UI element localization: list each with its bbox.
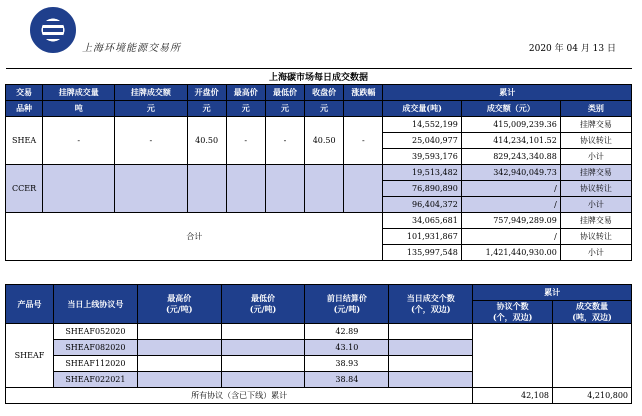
table-cell: - bbox=[226, 117, 265, 165]
col-header: 品种 bbox=[6, 101, 43, 117]
prev-settle-price: 38.93 bbox=[305, 356, 389, 372]
table-cell: - bbox=[43, 117, 115, 165]
table-cell bbox=[115, 165, 187, 213]
header-line: 成交数量 bbox=[576, 301, 609, 311]
daily-trading-table bbox=[5, 68, 632, 261]
table-cell bbox=[137, 340, 221, 356]
total-count: 42,108 bbox=[473, 388, 553, 404]
table-cell: - bbox=[265, 117, 304, 165]
table-cell bbox=[221, 356, 305, 372]
col-header: 累计 bbox=[473, 285, 632, 301]
col-header: 挂牌成交额 bbox=[115, 85, 187, 101]
cum-volume: 25,040,977 bbox=[383, 133, 461, 149]
table-cell: - bbox=[115, 117, 187, 165]
col-header: 成交额（元） bbox=[461, 101, 560, 117]
prev-settle-price: 38.84 bbox=[305, 372, 389, 388]
header-unit: (元/吨) bbox=[249, 304, 277, 314]
header-unit: (个，双边) bbox=[492, 312, 533, 322]
col-header: 开盘价 bbox=[187, 85, 226, 101]
table-cell bbox=[221, 324, 305, 340]
exchange-name: 上海环境能源交易所 bbox=[82, 43, 181, 54]
agreement-code: SHEAF052020 bbox=[53, 324, 137, 340]
cum-volume: 135,997,548 bbox=[383, 245, 461, 261]
cum-category: 协议转让 bbox=[560, 181, 631, 197]
cum-volume: 76,890,890 bbox=[383, 181, 461, 197]
col-header: 累计 bbox=[383, 85, 632, 101]
exchange-logo-icon bbox=[30, 7, 76, 53]
col-header: 类别 bbox=[560, 101, 631, 117]
product-cell: SHEAF bbox=[6, 324, 54, 388]
cum-category: 协议转让 bbox=[560, 229, 631, 245]
header-unit: (元/吨) bbox=[166, 304, 193, 314]
table-cell bbox=[43, 165, 115, 213]
unit-cell: 元 bbox=[265, 101, 304, 117]
cum-amount: 829,243,340.88 bbox=[461, 149, 560, 165]
cum-amount: 415,009,239.36 bbox=[461, 117, 560, 133]
col-header: 最低价 bbox=[265, 85, 304, 101]
product-cell: CCER bbox=[6, 165, 43, 213]
header-unit: (吨，双边) bbox=[572, 312, 612, 322]
unit-cell bbox=[344, 101, 383, 117]
header-line: 前日结算价 bbox=[326, 293, 367, 303]
cum-amount: 757,949,289.09 bbox=[461, 213, 560, 229]
cum-category: 小计 bbox=[560, 149, 631, 165]
cum-amount: / bbox=[461, 197, 560, 213]
cum-category: 小计 bbox=[560, 197, 631, 213]
col-header bbox=[305, 285, 389, 324]
cum-volume: 34,065,681 bbox=[383, 213, 461, 229]
cum-amount: / bbox=[461, 229, 560, 245]
prev-settle-price: 43.10 bbox=[305, 340, 389, 356]
cum-category: 挂牌交易 bbox=[560, 117, 631, 133]
header-line: 最高价 bbox=[167, 293, 192, 303]
col-header: 成交量(吨) bbox=[383, 101, 461, 117]
table-cell bbox=[389, 372, 473, 388]
col-header: 涨跌幅 bbox=[344, 85, 383, 101]
header-unit: (个，双边) bbox=[410, 304, 451, 314]
table-cell: 40.50 bbox=[305, 117, 344, 165]
table-cell bbox=[265, 165, 304, 213]
col-header: 最高价 bbox=[226, 85, 265, 101]
unit-cell: 元 bbox=[187, 101, 226, 117]
col-header: 产品号 bbox=[6, 285, 54, 324]
header-unit: (元/吨) bbox=[333, 304, 361, 314]
cum-volume: 19,513,482 bbox=[383, 165, 461, 181]
header-line: 当日成交个数 bbox=[406, 293, 455, 303]
unit-cell: 吨 bbox=[43, 101, 115, 117]
unit-cell: 元 bbox=[305, 101, 344, 117]
col-header: 当日上线协议号 bbox=[53, 285, 137, 324]
futures-agreement-table bbox=[5, 284, 632, 404]
cum-category: 协议转让 bbox=[560, 133, 631, 149]
table-cell bbox=[305, 165, 344, 213]
table-cell bbox=[473, 324, 553, 388]
col-header bbox=[473, 301, 553, 324]
table-cell bbox=[226, 165, 265, 213]
total-label: 所有协议（含已下线）累计 bbox=[6, 388, 473, 404]
table-cell bbox=[221, 372, 305, 388]
cum-category: 小计 bbox=[560, 245, 631, 261]
table-cell bbox=[389, 324, 473, 340]
unit-cell: 元 bbox=[115, 101, 187, 117]
table-cell bbox=[553, 324, 632, 388]
cum-category: 挂牌交易 bbox=[560, 165, 631, 181]
table-cell bbox=[344, 165, 383, 213]
table-cell bbox=[221, 340, 305, 356]
col-header bbox=[137, 285, 221, 324]
cum-amount: 1,421,440,930.00 bbox=[461, 245, 560, 261]
table-cell: - bbox=[344, 117, 383, 165]
col-header: 挂牌成交量 bbox=[43, 85, 115, 101]
header-line: 协议个数 bbox=[496, 301, 529, 311]
cum-amount: 414,234,101.52 bbox=[461, 133, 560, 149]
table-cell bbox=[137, 324, 221, 340]
table-cell bbox=[389, 356, 473, 372]
product-cell: SHEA bbox=[6, 117, 43, 165]
table-cell bbox=[187, 165, 226, 213]
agreement-code: SHEAF022021 bbox=[53, 372, 137, 388]
col-header bbox=[553, 301, 632, 324]
cum-volume: 39,593,176 bbox=[383, 149, 461, 165]
table-cell: 40.50 bbox=[187, 117, 226, 165]
cum-volume: 101,931,867 bbox=[383, 229, 461, 245]
total-volume: 4,210,800 bbox=[553, 388, 632, 404]
cum-category: 挂牌交易 bbox=[560, 213, 631, 229]
total-label: 合计 bbox=[6, 213, 383, 261]
header-line: 最低价 bbox=[251, 293, 276, 303]
col-header: 交易 bbox=[6, 85, 43, 101]
table-cell bbox=[137, 356, 221, 372]
cum-volume: 14,552,199 bbox=[383, 117, 461, 133]
col-header bbox=[221, 285, 305, 324]
agreement-code: SHEAF112020 bbox=[53, 356, 137, 372]
unit-cell: 元 bbox=[226, 101, 265, 117]
table-cell bbox=[389, 340, 473, 356]
cum-amount: / bbox=[461, 181, 560, 197]
agreement-code: SHEAF082020 bbox=[53, 340, 137, 356]
table-title: 上海碳市场每日成交数据 bbox=[6, 69, 632, 85]
col-header: 收盘价 bbox=[305, 85, 344, 101]
report-date: 2020 年 04 月 13 日 bbox=[528, 44, 616, 54]
col-header bbox=[389, 285, 473, 324]
cum-volume: 96,404,372 bbox=[383, 197, 461, 213]
cum-amount: 342,940,049.73 bbox=[461, 165, 560, 181]
prev-settle-price: 42.89 bbox=[305, 324, 389, 340]
table-cell bbox=[137, 372, 221, 388]
